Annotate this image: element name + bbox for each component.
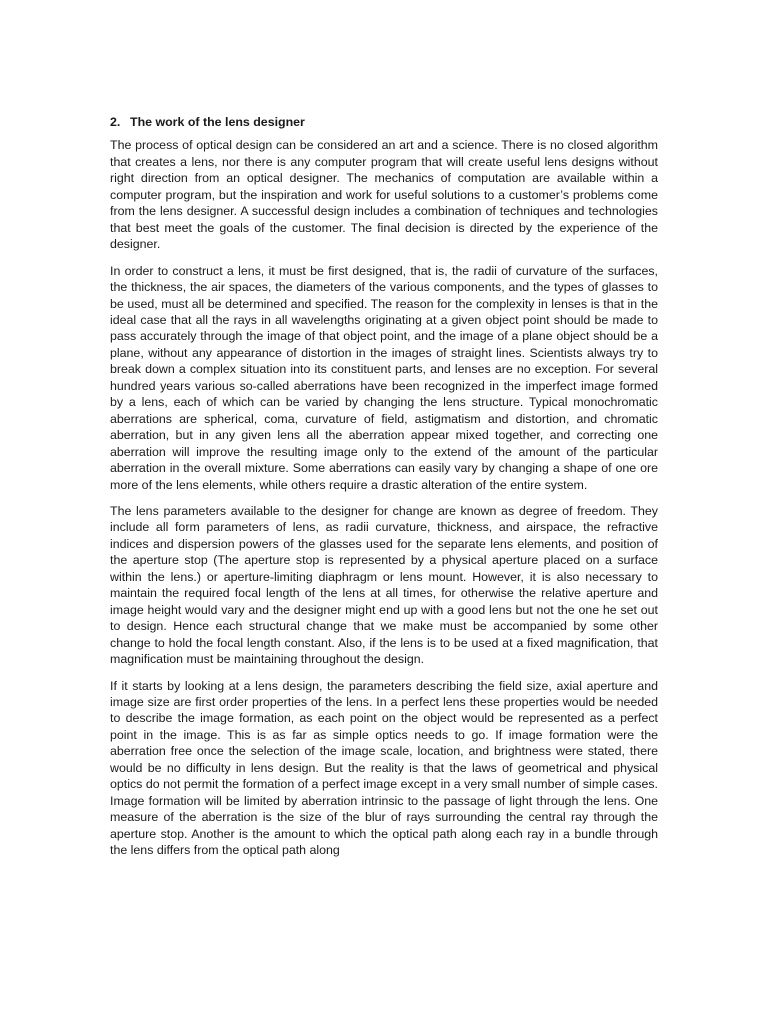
section-number: 2.	[110, 115, 121, 129]
paragraph-2: In order to construct a lens, it must be first designed, that is, the radii of curvature of the surfaces, the thickness, the air spaces, the diameters of the various components, and the types of glasses to be used, must all be determined and specified. The reason for the complexity in lenses is that in the ideal case that all the rays in all wavelengths originating at a given object point should be made to pass accurately through the image of that object point, and the image of a plane object should be a plane, without any appearance of distortion in the images of straight lines. Scientists always try to break down a complex situation into its constituent parts, and lenses are no exception. For several hundred years various so-called aberrations have been recognized in the imperfect image formed by a lens, each of which can be varied by changing the lens structure. Typical monochromatic aberrations are spherical, coma, curvature of field, astigmatism and distortion, and chromatic aberration, but in any given lens all the aberration appear mixed together, and correcting one aberration will improve the resulting image only to the extend of the amount of the particular aberration in the overall mixture. Some aberrations can easily vary by changing a shape of one ore more of the lens elements, while others require a drastic alteration of the entire system.	[110, 263, 658, 492]
section-title: The work of the lens designer	[130, 115, 305, 129]
paragraph-3: The lens parameters available to the designer for change are known as degree of freedom. They include all form parameters of lens, as radii curvature, thickness, and airspace, the refractive indices and dispersion powers of the glasses used for the separate lens elements, and position of the aperture stop (The aperture stop is represented by a physical aperture placed on a surface within the lens.) or aperture-limiting diaphragm or lens mount. However, it is also necessary to maintain the required focal length of the lens at all times, for otherwise the relative aperture and image height would vary and the designer might end up with a good lens but not the one he set out to design. Hence each structural change that we make must be accompanied by some other change to hold the focal length constant. Also, if the lens is to be used at a fixed magnification, that magnification must be maintaining throughout the design.	[110, 503, 658, 667]
paragraph-4: If it starts by looking at a lens design, the parameters describing the field size, axial aperture and image size are first order properties of the lens. In a perfect lens these properties would be needed to describe the image formation, as each point on the object would be represented as a perfect point in the image. This is as far as simple optics needs to go. If image formation were the aberration free once the selection of the image scale, location, and brightness were stated, there would be no difficulty in lens design. But the reality is that the laws of geometrical and physical optics do not permit the formation of a perfect image except in a very small number of simple cases. Image formation will be limited by aberration intrinsic to the passage of light through the lens. One measure of the aberration is the size of the blur of rays surrounding the central ray through the aperture stop. Another is the amount to which the optical path along each ray in a bundle through the lens differs from the optical path along	[110, 678, 658, 858]
paragraph-1: The process of optical design can be considered an art and a science. There is no closed algorithm that creates a lens, nor there is any computer program that will create useful lens designs without right direction from an optical designer. The mechanics of computation are available within a computer program, but the inspiration and work for useful solutions to a customer’s problems come from the lens designer. A successful design includes a combination of techniques and technologies that best meet the goals of the customer. The final decision is directed by the experience of the designer.	[110, 138, 658, 252]
section-heading	[110, 114, 658, 130]
document-page	[110, 114, 658, 868]
